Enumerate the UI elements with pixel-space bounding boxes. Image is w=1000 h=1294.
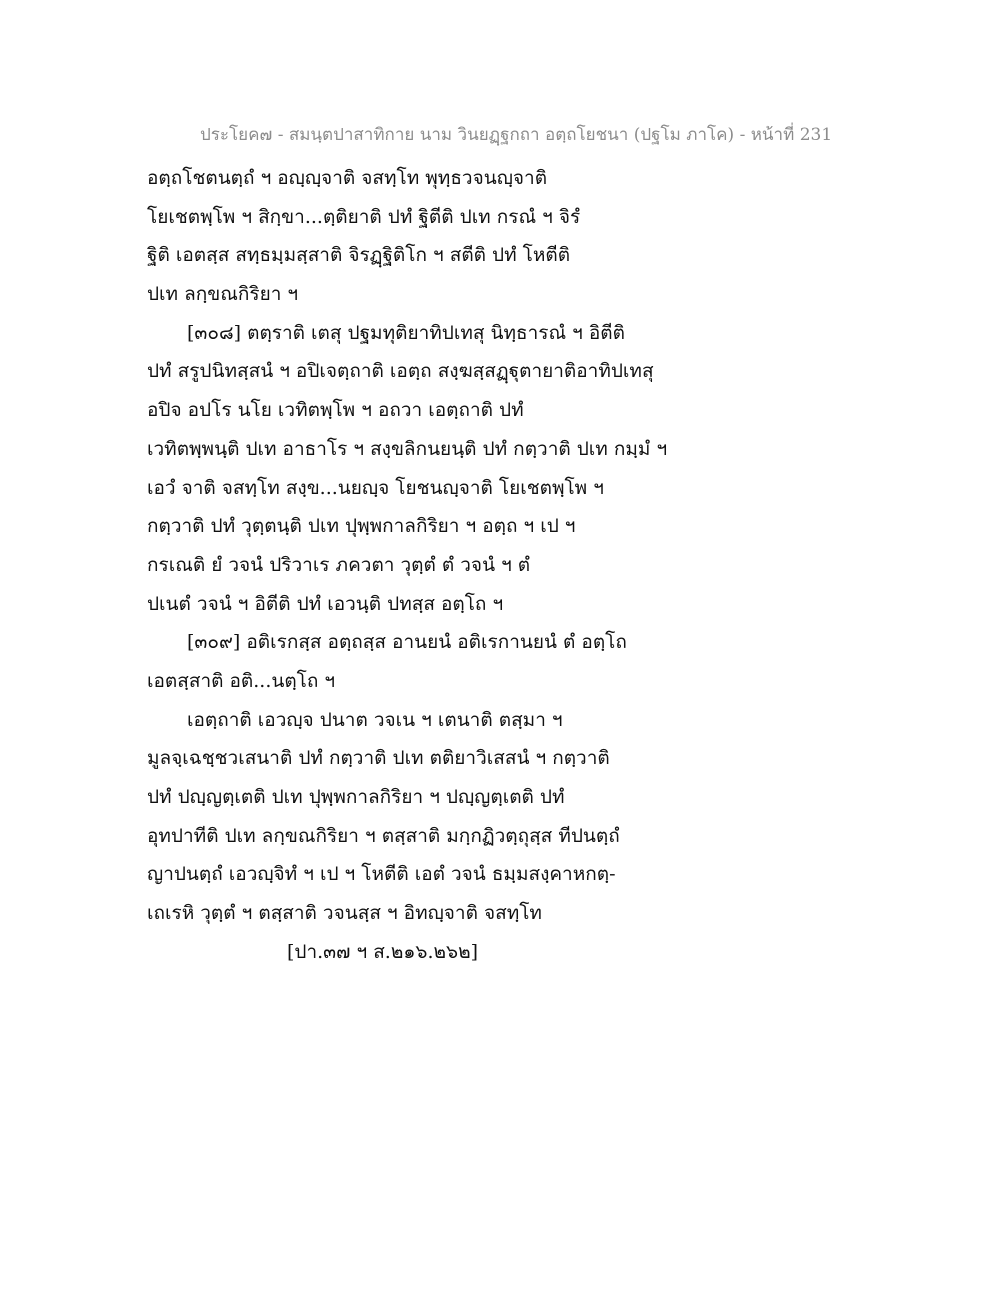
text-line: ปเนตํ วจนํ ฯ อิตีติ ปทํ เอวนฺติ ปทสฺส อตฺโถ ฯ (147, 592, 504, 615)
body-text (147, 159, 847, 971)
text-line: [๓๐๙] อติเรกสฺส อตฺถสฺส อานยนํ อติเรกานยนํ ตํ อตฺโถ (187, 631, 627, 654)
text-line: อุทปาทีติ ปเท ลกฺขณกิริยา ฯ ตสฺสาติ มกฺกฏิวตฺถุสฺส ทีปนตฺถํ (147, 824, 620, 847)
text-line: โยเชตพฺโพ ฯ สิกฺขา...ตฺติยาติ ปทํ ฐิตีติ ปเท กรณํ ฯ จิรํ (147, 205, 581, 228)
page-reference: [ปา.๓๗ ฯ ส.๒๑๖.๒๖๒] (287, 940, 479, 963)
text-line: กรเณติ ยํ วจนํ ปริวาเร ภควตา วุตฺตํ ตํ วจนํ ฯ ตํ (147, 553, 531, 576)
text-line: มูลจฺเฉชฺชวเสนาติ ปทํ กตฺวาติ ปเท ตติยาวิเสสนํ ฯ กตฺวาติ (147, 747, 610, 770)
text-line: เอวํ จาติ จสทฺโท สงฺข...นยญฺจ โยชนญฺจาติ โยเชตพฺโพ ฯ (147, 476, 604, 499)
text-line: ปทํ สรูปนิทสฺสนํ ฯ อปิเจตฺถาติ เอตฺถ สงฺฆสฺสฏฺฐุตายาติอาทิปเทสุ (147, 360, 654, 383)
text-line: เอตฺถาติ เอวญฺจ ปนาต วจเน ฯ เตนาติ ตสฺมา ฯ (187, 708, 563, 731)
text-line: เอตสฺสาติ อติ...นตฺโถ ฯ (147, 669, 336, 692)
text-line: ญาปนตฺถํ เอวญฺจิทํ ฯ เป ฯ โหตีติ เอตํ วจนํ ธมฺมสงฺคาหกตฺ- (147, 863, 616, 886)
text-line: อตฺถโชตนตฺถํ ฯ อญฺญฺจาติ จสทฺโท พุทฺธวจนญฺจาติ (147, 167, 548, 189)
text-line: เถเรหิ วุตฺตํ ฯ ตสฺสาติ วจนสฺส ฯ อิทญฺจาติ จสทฺโท (147, 902, 542, 925)
text-line: [๓๐๘] ตตฺราติ เตสุ ปฐมทุติยาทิปเทสุ นิทฺธารณํ ฯ อิตีติ (187, 321, 625, 344)
text-line: เวทิตพฺพนฺติ ปเท อาธาโร ฯ สงฺขลิกนยนฺติ ปทํ กตฺวาติ ปเท กมฺมํ ฯ (147, 437, 668, 460)
text-line: ปทํ ปญฺญตฺเตติ ปเท ปุพฺพกาลกิริยา ฯ ปญฺญตฺเตติ ปทํ (147, 786, 565, 808)
text-line: อปิจ อปโร นโย เวทิตพฺโพ ฯ อถวา เอตฺถาติ ปทํ (147, 399, 524, 422)
text-line: ฐิติ เอตสฺส สทฺธมฺมสฺสาติ จิรฏฺฐิติโก ฯ สตีติ ปทํ โหตีติ (147, 244, 571, 267)
page-header: ประโยค๗ - สมนฺตปาสาทิกาย นาม วินยฏฺฐกถา อตฺถโยชนา (ปฐโม ภาโค) - หน้าที่ 231 (200, 125, 833, 145)
text-line: กตฺวาติ ปทํ วุตฺตนฺติ ปเท ปุพฺพกาลกิริยา ฯ อตฺถ ฯ เป ฯ (147, 515, 576, 538)
text-line: ปเท ลกฺขณกิริยา ฯ (147, 283, 299, 306)
